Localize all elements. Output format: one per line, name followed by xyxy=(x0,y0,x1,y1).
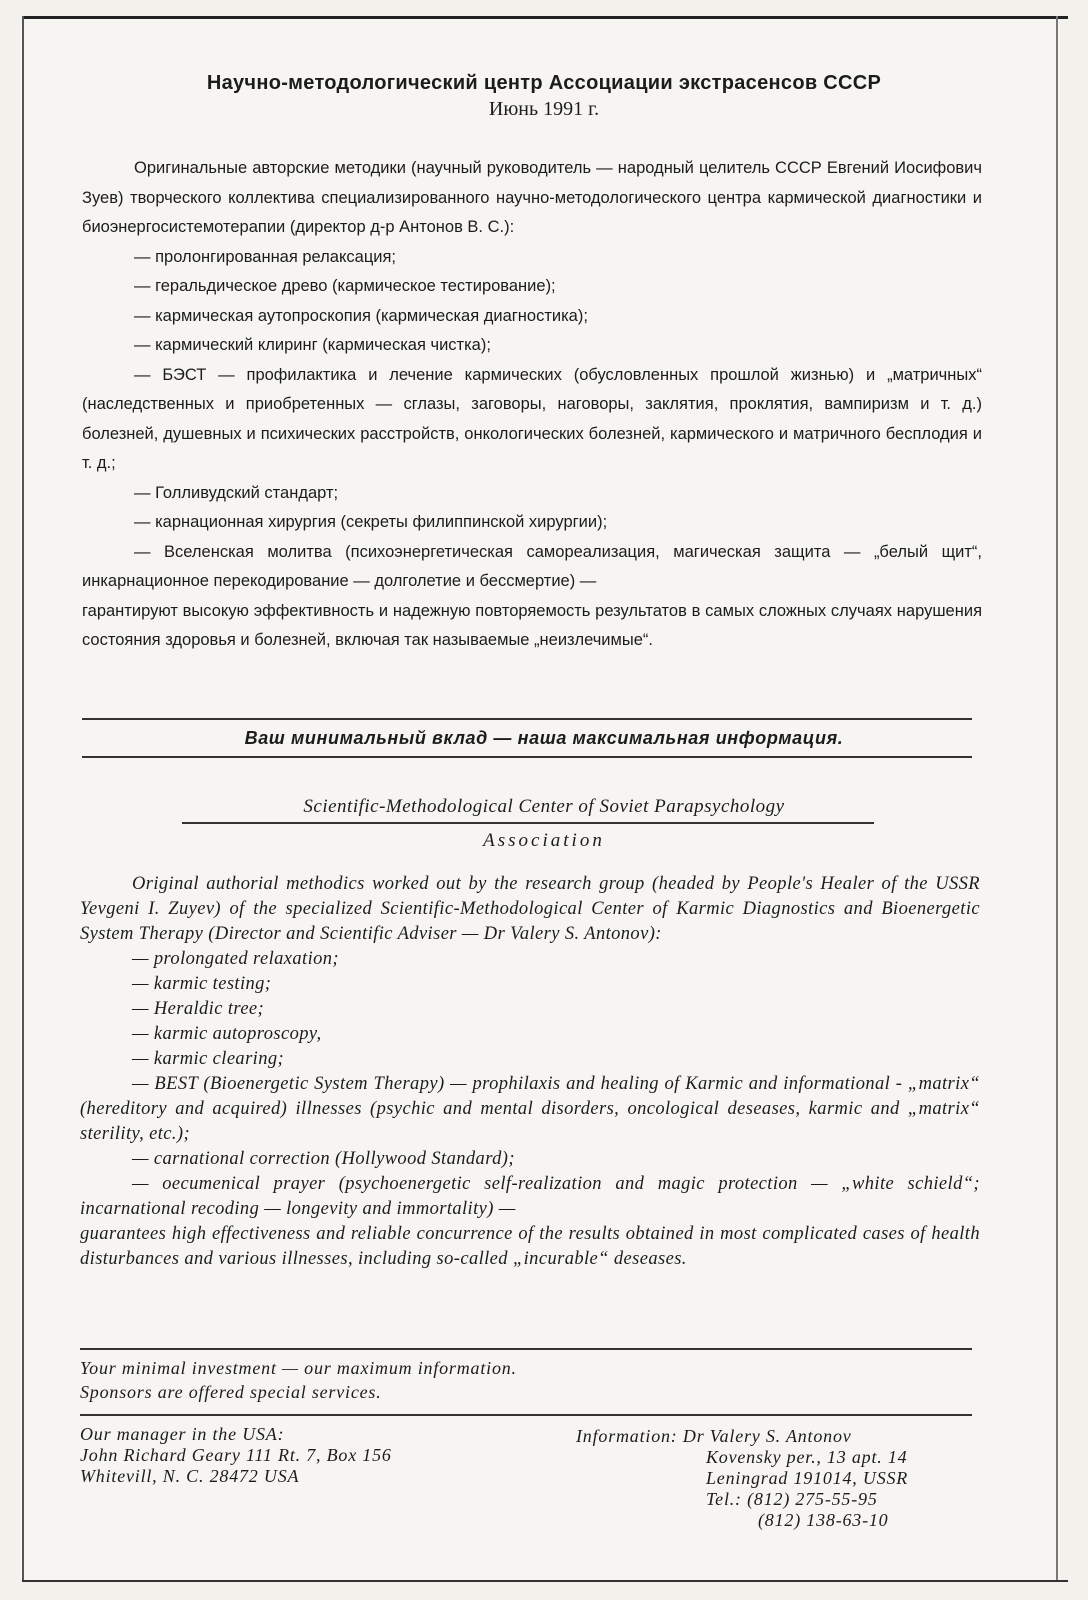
footer-slogan-line1: Your minimal investment — our maximum information. xyxy=(80,1358,517,1378)
ru-list-item: — кармическая аутопроскопия (кармическая диагностика); xyxy=(134,306,588,325)
manager-block xyxy=(80,1424,392,1487)
info-block xyxy=(576,1426,908,1531)
title-underline xyxy=(182,822,874,824)
info-label: Information: Dr Valery S. Antonov xyxy=(576,1426,852,1446)
ru-list-item: — геральдическое древо (кармическое тестирование); xyxy=(134,277,556,295)
ru-slogan: Ваш минимальный вклад — наша максимальная информация. xyxy=(244,728,844,748)
en-list-item: — prolongated relaxation; xyxy=(132,949,339,969)
en-list-item: — karmic clearing; xyxy=(132,1049,285,1069)
header xyxy=(0,72,1088,121)
en-list-item: — carnational correction (Hollywood Standard); xyxy=(132,1149,515,1169)
divider xyxy=(80,1414,972,1416)
en-intro: Original authorial methodics worked out by the research group (headed by People's Healer of the USSR Yevgeni I. Zuyev) of the specialized Scientific-Methodological Center of Karmic Diagnostics and Bioenergetic System Therapy (Director and Scientific Adviser — Dr Valery S. Antonov): xyxy=(80,874,980,944)
footer-slogan xyxy=(80,1356,517,1404)
russian-section xyxy=(82,154,982,656)
en-title-line2: Association xyxy=(483,830,605,851)
divider xyxy=(82,718,972,720)
info-address-line: Kovensky per., 13 apt. 14 xyxy=(706,1447,908,1467)
manager-address-line: Whitevill, N. C. 28472 USA xyxy=(80,1466,300,1486)
info-phone: Tel.: (812) 275-55-95 xyxy=(706,1489,878,1509)
header-date: Июнь 1991 г. xyxy=(488,98,600,120)
info-address-line: Leningrad 191014, USSR xyxy=(706,1468,909,1488)
header-title: Научно-методологический центр Ассоциации экстрасенсов СССР xyxy=(206,72,882,94)
en-conclusion: guarantees high effectiveness and reliable concurrence of the results obtained in most complicated cases of health disturbances and various illnesses, including so-called „incurable“ deseases. xyxy=(80,1224,980,1269)
en-list-item: — Heraldic tree; xyxy=(132,999,265,1019)
ru-intro: Оригинальные авторские методики (научный руководитель — народный целитель СССР Евгений Иосифович Зуев) творческого коллектива специализированного научно-методологического центра кармической диагностики и биоэнергосистемотерапии (директор д-р Антонов В. С.): xyxy=(82,159,982,236)
divider xyxy=(82,756,972,758)
en-title-line1: Scientific-Methodological Center of Soviet Parapsychology xyxy=(303,796,785,817)
ru-list-item: — Вселенская молитва (психоэнергетическая самореализация, магическая защита — „белый щит“, инкарнационное перекодирование — долголетие и бессмертие) — xyxy=(82,542,982,590)
en-list-item: — BEST (Bioenergetic System Therapy) — prophilaxis and healing of Karmic and informational - „matrix“ (hereditory and acquired) illnesses (psychic and mental disorders, oncological deseases, karmic and „matrix“ sterility, etc.); xyxy=(80,1074,980,1144)
border-bottom xyxy=(22,1580,1068,1582)
en-list-item: — karmic testing; xyxy=(132,974,272,994)
en-list-item: — karmic autoproscopy, xyxy=(132,1024,322,1044)
ru-list-item: — пролонгированная релаксация; xyxy=(134,247,397,266)
ru-list-item: — БЭСТ — профилактика и лечение кармических (обусловленных прошлой жизнью) и „матричных“ (наследственных и приобретенных — сглазы, заговоры, наговоры, заклятия, проклятия, вампиризм и т. д.) болезней, душевных и психических расстройств, онкологических болезней, кармического и матричного бесплодия и т. д.; xyxy=(82,365,982,472)
manager-label: Our manager in the USA: xyxy=(80,1424,285,1444)
ru-list-item: — кармический клиринг (кармическая чистка); xyxy=(134,336,491,354)
info-phone: (812) 138-63-10 xyxy=(758,1510,889,1530)
divider xyxy=(80,1348,972,1350)
english-section xyxy=(80,872,980,1272)
en-list-item: — oecumenical prayer (psychoenergetic self-realization and magic protection — „white schield“; incarnational recoding — longevity and immortality) — xyxy=(80,1174,980,1219)
ru-list-item: — Голливудский стандарт; xyxy=(134,483,339,502)
border-top xyxy=(22,16,1068,19)
ru-conclusion: гарантируют высокую эффективность и надежную повторяемость результатов в самых сложных случаях нарушения состояния здоровья и болезней, включая так называемые „неизлечимые“. xyxy=(82,601,982,649)
manager-address-line: John Richard Geary 111 Rt. 7, Box 156 xyxy=(80,1445,392,1465)
ru-list-item: — карнационная хирургия (секреты филиппинской хирургии); xyxy=(134,513,608,531)
footer-slogan-line2: Sponsors are offered special services. xyxy=(80,1382,382,1402)
